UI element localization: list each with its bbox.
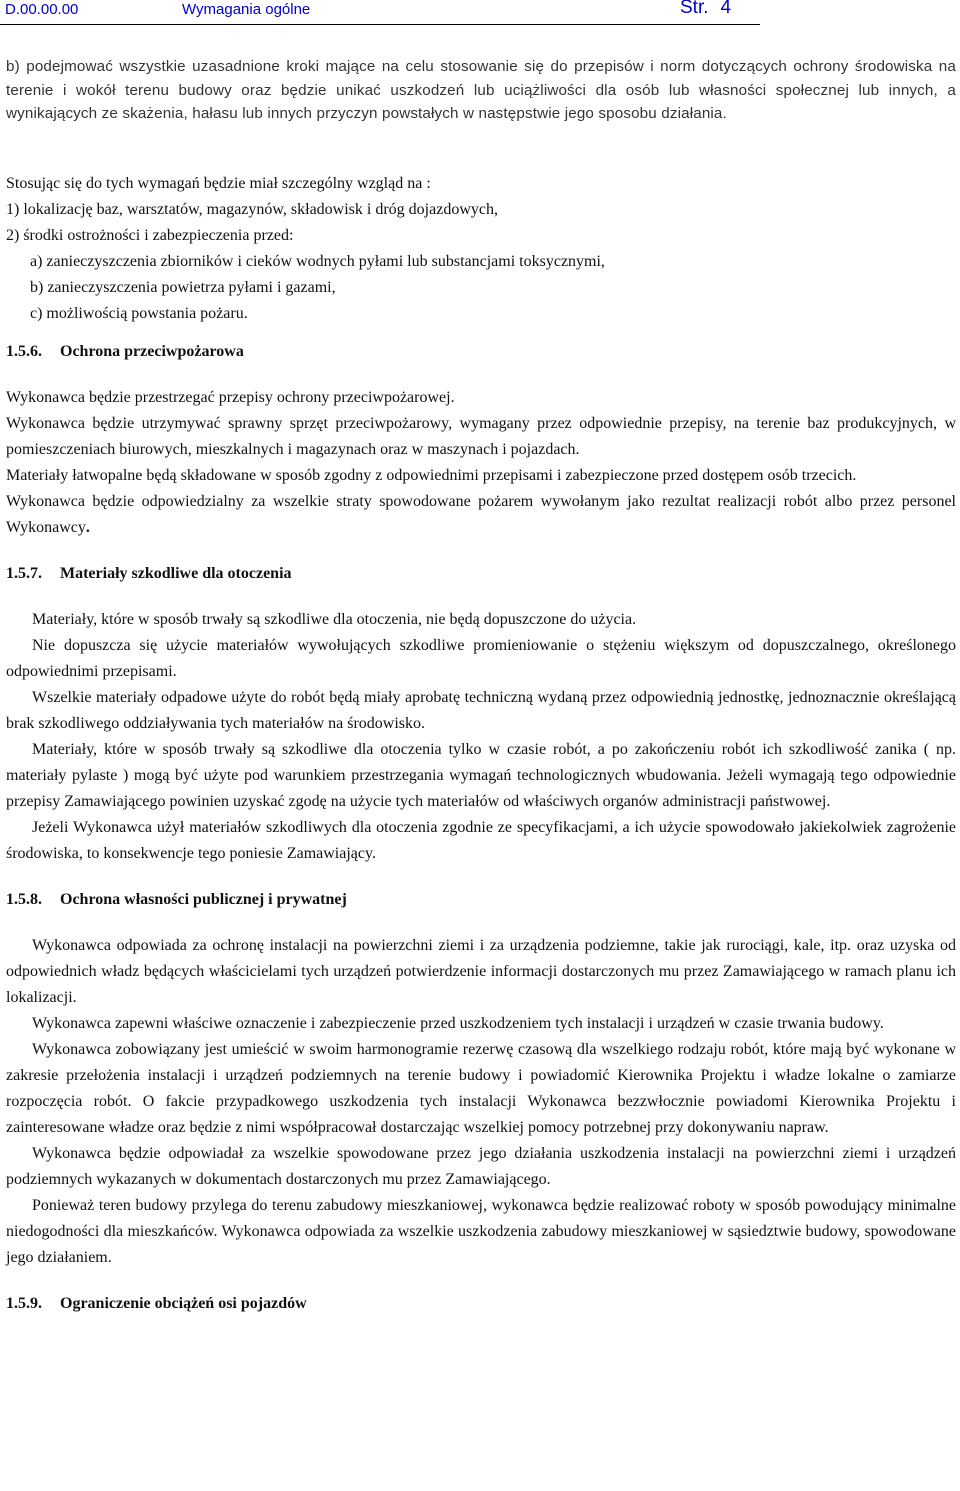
section-heading-159 xyxy=(6,1291,956,1317)
section-title: Materiały szkodliwe dla otoczenia xyxy=(60,565,292,582)
page-indicator xyxy=(680,0,731,19)
section-157-paragraph-2: Nie dopuszcza się użycie materiałów wywołujących szkodliwe promieniowanie o stężeniu większym od dopuszczalnego, określonego odpowiednimi przepisami. xyxy=(6,637,956,680)
section-158-paragraph-5: Ponieważ teren budowy przylega do terenu zabudowy mieszkaniowej, wykonawca będzie realizować roboty w sposób powodujący minimalne niedogodności dla mieszkańców. Wykonawca odpowiada za wszelkie uszkodzenia zabudowy mieszkaniowej w sąsiedztwie budowy, spowodowane jego działaniem. xyxy=(6,1197,956,1266)
section-number: 1.5.8. xyxy=(6,891,42,908)
requirement-item-2: 2) środki ostrożności i zabezpieczenia przed: xyxy=(6,227,294,244)
document-title: Wymagania ogólne xyxy=(182,1,311,18)
page-number: 4 xyxy=(720,0,732,18)
section-title: Ograniczenie obciążeń osi pojazdów xyxy=(60,1295,307,1312)
section-heading-157 xyxy=(6,561,956,587)
section-158-paragraph-3: Wykonawca zobowiązany jest umieścić w swoim harmonogramie rezerwę czasową dla wszelkiego rodzaju robót, które mają być wykonane w zakresie przełożenia instalacji i urządzeń podziemnych na terenie budowy i powiadomić Kierownika Projektu i władze lokalne o zamiarze rozpoczęcia robót. O fakcie przypadkowego uszkodzenia tych instalacji Wykonawca bezzwłocznie powiadomi Kierownika Projektu i zainteresowane władze oraz będzie z nimi współpracował dostarczając wszelkiej pomocy potrzebnej przy dokonywaniu napraw. xyxy=(6,1041,956,1136)
section-number: 1.5.9. xyxy=(6,1295,42,1312)
section-158-paragraph-1: Wykonawca odpowiada za ochronę instalacji na powierzchni ziemi i za urządzenia podziemne, takie jak rurociągi, kale, itp. oraz uzyska od odpowiednich władz będących właścicielami tych urządzeń potwierdzenie informacji dostarczonych mu przez Zamawiającego w ramach planu ich lokalizacji. xyxy=(6,937,956,1006)
paragraph-text: Wykonawca będzie odpowiedzialny za wszelkie straty spowodowane pożarem wywołanym jako rezultat realizacji robót albo przez personel Wykonawcy xyxy=(6,493,956,536)
section-156-paragraph-4 xyxy=(6,489,956,541)
section-157-paragraph-5: Jeżeli Wykonawca użył materiałów szkodliwych dla otoczenia zgodnie ze specyfikacjami, a ich użycie spowodowało jakiekolwiek zagrożenie środowiska, to konsekwencje tego poniesie Zamawiający. xyxy=(6,819,956,862)
section-heading-156 xyxy=(6,339,956,365)
requirements-intro: Stosując się do tych wymagań będzie miał szczególny wzgląd na : xyxy=(6,175,431,192)
section-158-paragraph-4: Wykonawca będzie odpowiadał za wszelkie spowodowane przez jego działania uszkodzenia instalacji na powierzchni ziemi i urządzeń podziemnych wykazanych w dokumentach dostarczonych mu przez Zamawiającego. xyxy=(6,1145,956,1188)
requirement-sub-c: c) możliwością powstania pożaru. xyxy=(30,305,248,322)
intro-paragraph: b) podejmować wszystkie uzasadnione kroki mające na celu stosowanie się do przepisów i norm dotyczących ochrony środowiska na terenie i wokół terenu budowy oraz będzie unikać uszkodzeń lub uciążliwości dla osób lub własności społecznej lub innych, a wynikających ze skażenia, hałasu lub innych przyczyn powstałych w następstwie jego sposobu działania. xyxy=(6,58,956,123)
section-158-paragraph-2: Wykonawca zapewni właściwe oznaczenie i zabezpieczenie przed uszkodzeniem tych instalacji i urządzeń w czasie trwania budowy. xyxy=(32,1015,884,1032)
page-label: Str. xyxy=(680,0,709,18)
section-title: Ochrona przeciwpożarowa xyxy=(60,343,244,360)
section-157-paragraph-1: Materiały, które w sposób trwały są szkodliwe dla otoczenia, nie będą dopuszczone do użycia. xyxy=(32,611,637,628)
document-body xyxy=(6,171,956,1317)
page-header xyxy=(0,0,760,25)
section-title: Ochrona własności publicznej i prywatnej xyxy=(60,891,347,908)
section-number: 1.5.7. xyxy=(6,565,42,582)
section-157-paragraph-4: Materiały, które w sposób trwały są szkodliwe dla otoczenia tylko w czasie robót, a po zakończeniu robót ich szkodliwość zanika ( np. materiały pylaste ) mogą być użyte pod warunkiem przestrzegania wymagań technologicznych wbudowania. Jeżeli wymagają tego odpowiednie przepisy Zamawiającego powinien uzyskać zgodę na użycie tych materiałów od właściwych organów administracji państwowej. xyxy=(6,741,956,810)
requirement-item-1: 1) lokalizację baz, warsztatów, magazynów, składowisk i dróg dojazdowych, xyxy=(6,201,498,218)
section-156-paragraph-1: Wykonawca będzie przestrzegać przepisy ochrony przeciwpożarowej. xyxy=(6,389,455,406)
requirement-sub-b: b) zanieczyszczenia powietrza pyłami i gazami, xyxy=(30,279,336,296)
section-number: 1.5.6. xyxy=(6,343,42,360)
requirement-sub-a: a) zanieczyszczenia zbiorników i cieków wodnych pyłami lub substancjami toksycznymi, xyxy=(30,253,605,270)
section-156-paragraph-2: Wykonawca będzie utrzymywać sprawny sprzęt przeciwpożarowy, wymagany przez odpowiednie przepisy, na terenie baz produkcyjnych, w pomieszczeniach biurowych, mieszkalnych i magazynach oraz w maszynach i pojazdach. xyxy=(6,415,956,458)
document-code: D.00.00.00 xyxy=(5,1,79,18)
section-heading-158 xyxy=(6,887,956,913)
section-156-paragraph-3: Materiały łatwopalne będą składowane w sposób zgodny z odpowiednimi przepisami i zabezpieczone przed dostępem osób trzecich. xyxy=(6,467,857,484)
section-157-paragraph-3: Wszelkie materiały odpadowe użyte do robót będą miały aprobatę techniczną wydaną przez odpowiednią jednostkę, jednoznacznie określającą brak szkodliwego oddziaływania tych materiałów na środowisko. xyxy=(6,689,956,732)
paragraph-end: . xyxy=(85,519,90,536)
